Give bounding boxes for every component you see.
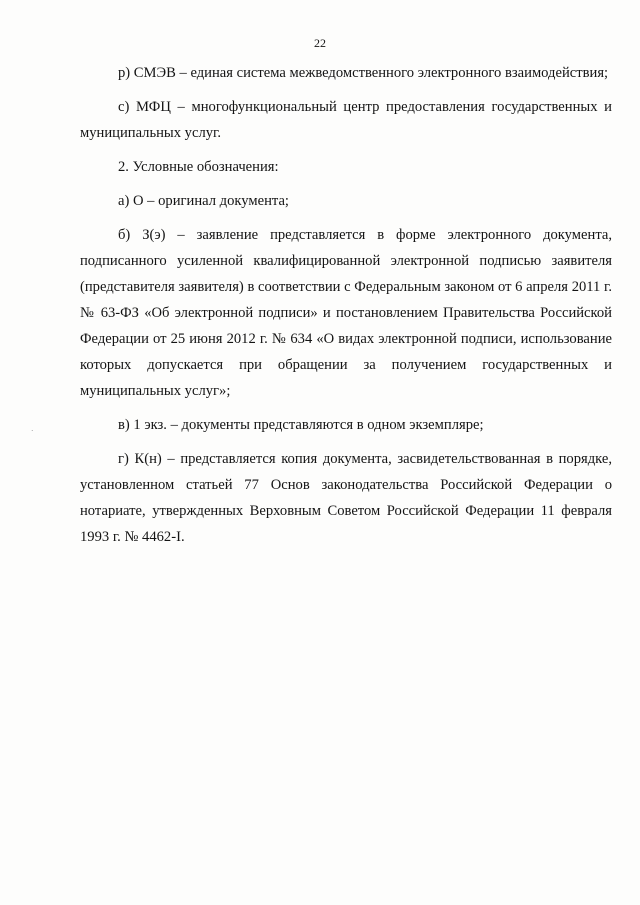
paragraph-electronic-application: б) З(э) – заявление представляется в форме электронного документа, подписанного усиленной квалифицированной электронной подписью заявителя (представителя заявителя) в соответствии с Федеральным законом от 6 апреля 2011 г. № 63-ФЗ «Об электронной подписи» и постановлением Правительства Российской Федерации от 25 июня 2012 г. № 634 «О видах электронной подписи, использование которых допускается при обращении за получением государственных и муниципальных услуг»;	[80, 227, 612, 399]
paragraph-smev-definition: р) СМЭВ – единая система межведомственного электронного взаимодействия;	[118, 65, 609, 81]
paragraph-legend-heading: 2. Условные обозначения:	[118, 159, 279, 175]
paragraph-original-document: а) О – оригинал документа;	[118, 193, 289, 209]
paragraph-one-copy: в) 1 экз. – документы представляются в одном экземпляре;	[118, 417, 484, 433]
page-number: 22	[314, 36, 326, 50]
scan-speck-mark: ˙	[30, 430, 35, 440]
paragraph-mfc-definition: с) МФЦ – многофункциональный центр предоставления государственных и муниципальных услуг.	[80, 99, 612, 141]
paragraph-notarized-copy: г) К(н) – представляется копия документа, засвидетельствованная в порядке, установленном статьей 77 Основ законодательства Российской Федерации о нотариате, утвержденных Верховным Советом Российской Федерации 11 февраля 1993 г. № 4462-I.	[80, 451, 612, 545]
document-body	[80, 60, 612, 558]
